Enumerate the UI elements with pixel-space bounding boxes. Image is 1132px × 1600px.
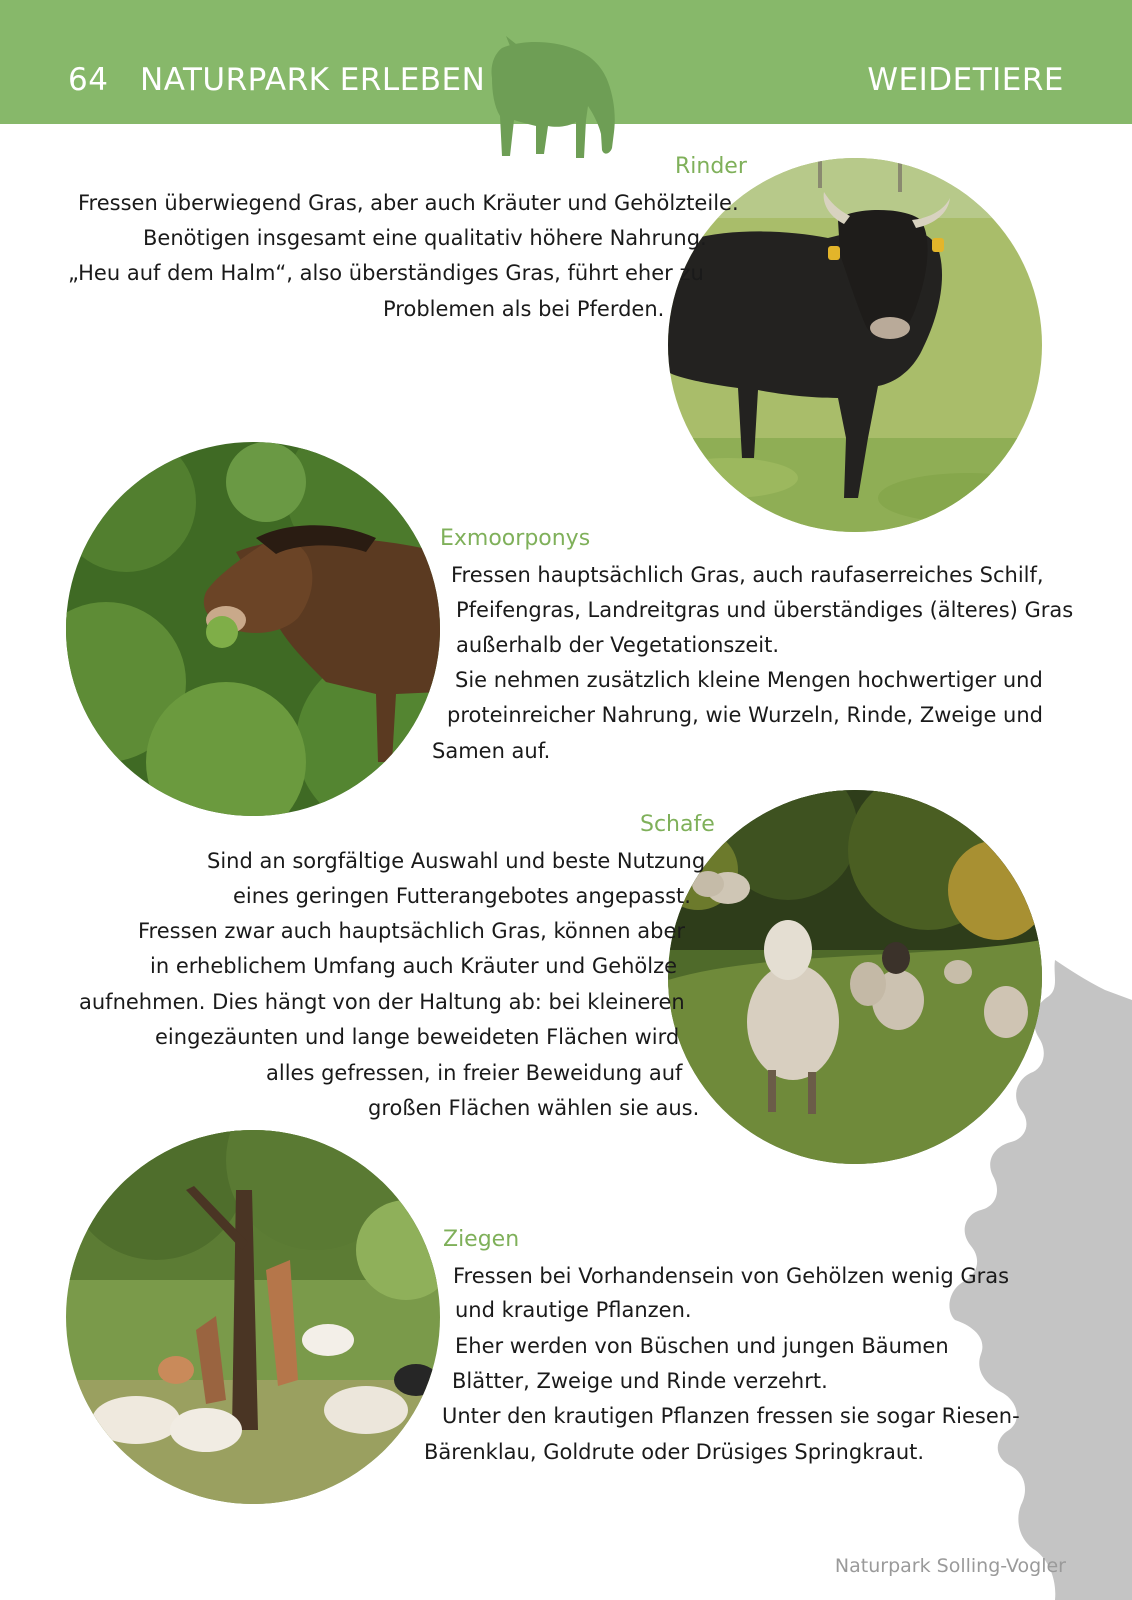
rinder-line-2: Benötigen insgesamt eine qualitativ höhere Nahrung. — [143, 226, 707, 250]
exmoorponys-line-5: proteinreicher Nahrung, wie Wurzeln, Rinde, Zweige und — [447, 703, 1044, 727]
schafe-line-1: Sind an sorgfältige Auswahl und beste Nutzung — [207, 849, 706, 873]
ziegen-line-3: Eher werden von Büschen und jungen Bäumen — [455, 1334, 949, 1358]
schafe-title: Schafe — [640, 812, 715, 837]
schafe-line-7: alles gefressen, in freier Beweidung auf — [266, 1061, 683, 1085]
schafe-line-2: eines geringen Futterangebotes angepasst. — [233, 884, 691, 908]
exmoorponys-line-4: Sie nehmen zusätzlich kleine Mengen hochwertiger und — [455, 668, 1043, 692]
schafe-line-5: aufnehmen. Dies hängt von der Haltung ab: bei kleineren — [79, 990, 685, 1014]
ziegen-title: Ziegen — [443, 1227, 520, 1252]
rinder-line-3: „Heu auf dem Halm“, also überständiges Gras, führt eher zu — [68, 261, 704, 285]
schafe-line-8: großen Flächen wählen sie aus. — [368, 1096, 700, 1120]
schafe-line-3: Fressen zwar auch hauptsächlich Gras, können aber — [138, 919, 686, 943]
exmoorponys-line-1: Fressen hauptsächlich Gras, auch raufaserreiches Schilf, — [451, 563, 1044, 587]
ziegen-line-6: Bärenklau, Goldrute oder Drüsiges Springkraut. — [424, 1440, 925, 1464]
ziegen-photo — [66, 1130, 440, 1504]
exmoorponys-line-6: Samen auf. — [432, 739, 551, 763]
exmoorponys-photo — [66, 442, 440, 816]
footer-text: Naturpark Solling-Vogler — [834, 1555, 1066, 1577]
rinder-title: Rinder — [675, 154, 747, 179]
ziegen-line-5: Unter den krautigen Pflanzen fressen sie sogar Riesen- — [442, 1404, 1020, 1428]
schafe-line-4: in erheblichem Umfang auch Kräuter und Gehölze — [150, 954, 678, 978]
exmoorponys-title: Exmoorponys — [440, 526, 591, 551]
rinder-line-1: Fressen überwiegend Gras, aber auch Kräuter und Gehölzteile. — [78, 191, 739, 215]
exmoorponys-line-2: Pfeifengras, Landreitgras und überständiges (älteres) Gras — [456, 598, 1074, 622]
ziegen-line-1: Fressen bei Vorhandensein von Gehölzen wenig Gras — [453, 1264, 1010, 1288]
header-section: WEIDETIERE — [867, 62, 1064, 98]
schafe-line-6: eingezäunten und lange beweideten Flächen wird — [155, 1025, 680, 1049]
ziegen-line-2: und krautige Pflanzen. — [455, 1298, 692, 1322]
page-number: 64 — [68, 62, 109, 98]
header-title: NATURPARK ERLEBEN — [140, 62, 486, 98]
grazing-horse-icon — [480, 36, 630, 166]
ziegen-line-4: Blätter, Zweige und Rinde verzehrt. — [452, 1369, 828, 1393]
rinder-line-4: Problemen als bei Pferden. — [383, 297, 665, 321]
schafe-photo — [668, 790, 1042, 1164]
exmoorponys-line-3: außerhalb der Vegetationszeit. — [456, 633, 780, 657]
